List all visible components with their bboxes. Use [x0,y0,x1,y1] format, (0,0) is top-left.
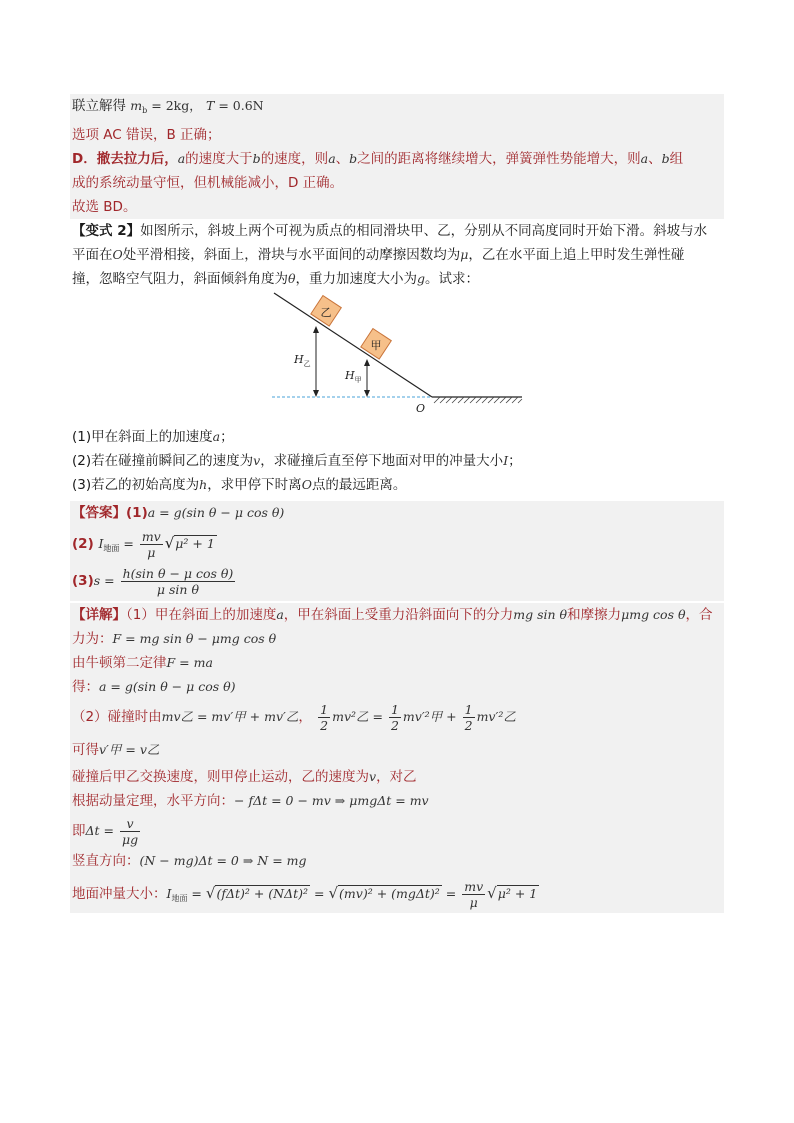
math: − fΔt = 0 − mv ⇒ μmgΔt = mv [234,793,429,808]
text: （2）碰撞时由 [72,709,162,725]
line-solve-result [70,94,724,123]
math: = [441,886,461,901]
denominator: μ sin θ [156,581,199,597]
math-sub: 地面 [103,544,120,553]
text: 由牛顿第二定律 [72,655,167,671]
math: = [119,536,138,551]
math: v′甲 = v乙 [99,742,160,757]
numerator: 1 [320,701,329,717]
arrow-head [364,359,370,366]
text: 选项 AC 错误，B 正确； [72,127,221,143]
answer-tag: 【答案】 [72,505,126,521]
sqrt-icon: √ [205,884,216,902]
text: ； [508,453,522,469]
text: （1）甲在斜面上的加速度 [126,607,277,623]
detail-line-11 [70,873,724,913]
text: 成的系统动量守恒，但机械能减小，D 正确。 [72,175,344,191]
text: 的速度，则 [260,151,329,167]
text: 联立解得 [72,98,126,114]
sqrt-icon: √ [328,884,339,902]
math: I [98,536,104,551]
text: 碰撞后甲乙交换速度，则甲停止运动，乙的速度为 [72,769,369,785]
text: 点的最远距离。 [311,477,407,493]
numerator: 1 [464,701,473,717]
text: ，甲在斜面上受重力沿斜面向下的分力 [283,607,514,623]
text: 如图所示，斜坡上两个可视为质点的相同滑块甲、乙，分别从不同高度同时开始下滑。斜坡与水 [140,223,708,239]
text: 、 [335,151,350,167]
text: 之间的距离将继续增大，弹簧弹性势能增大，则 [357,151,641,167]
math-value: = 2kg， [147,98,202,113]
arrow-head [313,326,319,333]
line-choose [70,195,724,219]
block-yi-label: 乙 [320,305,332,319]
text: 处平滑相接，斜面上，滑块与水平面间的动摩擦因数均为 [122,247,461,263]
fraction [389,702,401,733]
sqrt-icon: √ [487,884,497,902]
sqrt-icon: √ [164,534,175,552]
math: O [112,247,123,262]
math: mv乙 = mv′甲 + mv′乙 [161,709,299,724]
label-h-jia: $H_甲$ [345,369,362,384]
text: 竖直方向： [72,853,140,869]
math: μmg cos θ [621,607,686,622]
text: ，乙在水平面上追上甲时发生弹性碰 [468,247,685,263]
detail-line-8 [70,789,724,813]
text: 。试求： [425,271,480,287]
text: 撞，忽略空气阻力，斜面倾斜角度为 [72,271,288,287]
math: a [276,607,284,622]
label-h-yi: $H_乙$ [294,353,311,368]
detail-tag: 【详解】 [72,607,126,623]
math: (mv)² + (mgΔt)² [339,886,440,901]
detail-line-6 [70,735,724,765]
math: (fΔt)² + (NΔt)² [216,886,309,901]
math: a [212,429,221,444]
text: ，对乙 [376,769,417,785]
denominator: μg [121,831,139,847]
numerator: mv [141,528,161,544]
math: h [199,477,208,492]
text: 地面冲量大小： [72,886,167,902]
incline-figure [70,291,724,425]
fraction [121,566,236,597]
question-1 [70,425,724,449]
text: ，合 [685,607,713,623]
answer-number: (3) [72,573,94,589]
detail-line-10 [70,849,724,873]
math: mv²乙 = [332,709,387,724]
text: 、 [648,151,662,167]
math: s = [93,573,119,588]
text: (2)若在碰撞前瞬间乙的速度为 [72,453,254,469]
text: (3)若乙的初始高度为 [72,477,200,493]
text: 根据动量定理，水平方向： [72,793,234,809]
math: μ² + 1 [175,536,215,551]
detail-line-3 [70,651,724,675]
fraction [140,529,163,560]
text: 组 [669,151,684,167]
math-sub: 地面 [171,894,188,903]
denominator: 2 [320,717,329,733]
math: mv′²乙 [476,709,516,724]
numerator: h(sin θ − μ cos θ) [122,565,234,581]
text: ， [298,709,312,725]
detail-line-9 [70,813,724,849]
label-o: O [416,402,426,415]
math: θ [288,271,296,286]
numerator: 1 [390,701,399,717]
detail-line-2 [70,627,724,651]
text: (1)甲在斜面上的加速度 [72,429,213,445]
fraction [463,702,475,733]
detail-line-4 [70,675,724,699]
answer-number: (2) [72,536,99,552]
math: a = g(sin θ − μ cos θ) [147,505,285,520]
math: I [166,886,172,901]
math: v [369,769,377,784]
numerator: mv [464,878,484,894]
fraction [318,702,330,733]
block-yi [311,296,341,326]
math-T: T [206,98,215,113]
math: a = g(sin θ − μ cos θ) [99,679,236,694]
denominator: μ [469,894,478,910]
ground-hatch [434,397,522,403]
math-m: m [130,98,143,113]
math: b [252,151,261,166]
text: ，求碰撞后直至停下地面对甲的冲量大小 [260,453,504,469]
text: 得： [72,679,99,695]
denominator: 2 [464,717,473,733]
math: a [328,151,336,166]
fraction [120,816,140,847]
text: ，重力加速度大小为 [295,271,418,287]
text: ，求甲停下时离 [207,477,302,493]
text: 可得 [72,742,99,758]
text: 和摩擦力 [567,607,622,623]
fraction [462,879,485,910]
text: 的速度大于 [185,151,253,167]
answer-line-1 [70,501,724,525]
denominator: μ [147,544,156,560]
math: Δt = [85,823,118,838]
line-option-ac [70,123,724,147]
math: b [349,151,358,166]
problem-tag: 【变式 2】 [72,223,141,239]
block-jia [361,329,391,359]
math-value: = 0.6N [214,98,264,113]
detail-line-5 [70,699,724,735]
math-sub: b [142,106,148,115]
math: O [301,477,312,492]
math: F = mg sin θ − μmg cos θ [112,631,277,646]
math: mg sin θ [513,607,568,622]
answer-number: (1) [126,505,148,521]
answer-line-3 [70,561,724,601]
line-option-d [70,147,724,171]
arrow-head [313,390,319,397]
math: μ [460,247,469,262]
text: 故选 BD。 [72,199,137,215]
question-3 [70,473,724,497]
question-2 [70,449,724,473]
text: ； [220,429,234,445]
math: a [640,151,649,166]
text: D．撤去拉力后， [72,151,178,167]
math: v [253,453,261,468]
numerator: v [120,816,140,832]
problem-line-2 [70,243,724,267]
math: mv′²甲 + [402,709,461,724]
text: 即 [72,823,86,839]
problem-line-3 [70,267,724,291]
math: = [310,886,329,901]
denominator: 2 [390,717,399,733]
block-jia-label: 甲 [370,338,382,352]
arrow-head [364,390,370,397]
math: μ² + 1 [497,886,538,901]
text: 力为： [72,631,113,647]
math: = [187,886,206,901]
math: I [503,453,509,468]
math: a [177,151,186,166]
document-page [70,94,724,913]
detail-line-7 [70,765,724,789]
math: (N − mg)Δt = 0 ⇒ N = mg [139,853,307,868]
answer-line-2 [70,525,724,561]
math: b [661,151,670,166]
line-option-d-cont [70,171,724,195]
math: g [417,271,426,286]
detail-line-1 [70,603,724,627]
incline-diagram [266,291,526,421]
text: 平面在 [72,247,113,263]
problem-line-1 [70,219,724,243]
math: F = ma [166,655,213,670]
